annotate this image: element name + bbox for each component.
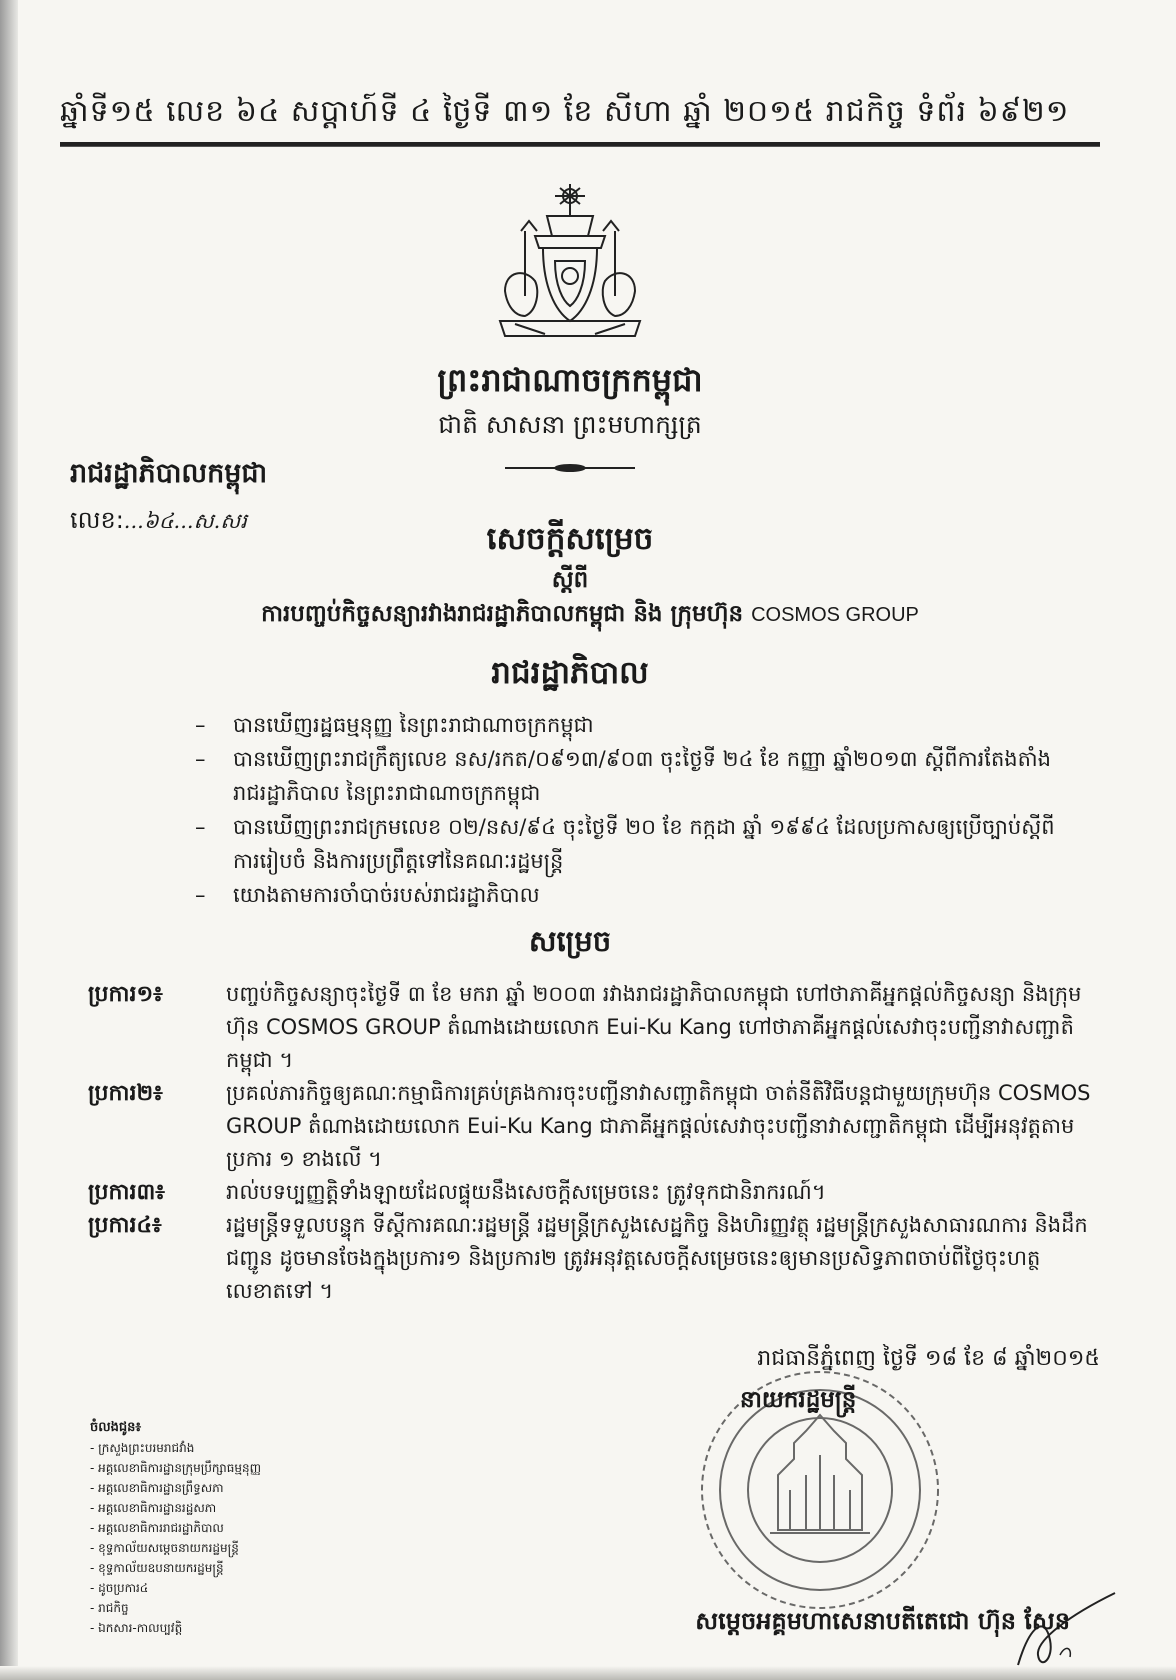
articles-list xyxy=(88,978,1098,1308)
place-and-date: រាជធានីភ្នំពេញ ថ្ងៃទី ១៨ ខែ ៨ ឆ្នាំ២០១៥ xyxy=(757,1346,1100,1371)
gazette-header: ឆ្នាំទី១៥ លេខ ៦៤ សប្តាហ៍ទី ៤ ថ្ងៃទី ៣១ ខែ សីហា ឆ្នាំ ២០១៥ រាជកិច្ច ទំព័រ ៦៩២១ xyxy=(60,94,1070,129)
document-title: សេចក្តីសម្រេច xyxy=(486,521,654,557)
scan-edge-shadow xyxy=(0,0,18,1680)
about-label: ស្តីពី xyxy=(551,567,589,593)
cc-item: - អគ្គលេខាធិការដ្ឋានក្រុមប្រឹក្សាធម្មនុញ្ញ xyxy=(90,1461,262,1475)
national-motto: ជាតិ សាសនា ព្រះមហាក្សត្រ xyxy=(438,410,702,439)
government-heading: រាជរដ្ឋាភិបាល xyxy=(491,655,649,691)
article-4 xyxy=(88,1209,1098,1308)
cc-title: ចំលងជូន៖ xyxy=(90,1420,142,1435)
preamble-item: – យោងតាមការចាំបាច់របស់រាជរដ្ឋាភិបាល xyxy=(195,883,540,907)
cc-item: - ឯកសារ-កាលប្បវត្តិ xyxy=(90,1621,183,1635)
decides-heading: សម្រេច xyxy=(528,924,612,958)
kingdom-title: ព្រះរាជាណាចក្រកម្ពុជា xyxy=(437,361,703,399)
cc-item: - អគ្គលេខាធិការដ្ឋានរដ្ឋសភា xyxy=(90,1501,217,1515)
article-text: បញ្ចប់កិច្ចសន្យាចុះថ្ងៃទី ៣ ខែ មករា ឆ្នាំ ២០០៣ រវាងរាជរដ្ឋាភិបាលកម្ពុជា ហៅថាភាគីអ្នកផ្តល់កិច្ចសន្យា និងក្រុមហ៊ុន COSMOS GROUP តំណាងដោយលោក Eui-Ku Kang ហៅថាភាគីអ្នកផ្តល់សេវាចុះបញ្ជីនាវាសញ្ជាតិកម្ពុជា ។ xyxy=(226,982,1082,1072)
preamble-item: – បានឃើញព្រះរាជក្រមលេខ ០២/នស/៩៤ ចុះថ្ងៃទី ២០ ខែ កក្កដា ឆ្នាំ ១៩៩៤ ដែលប្រកាសឲ្យប្រើច្បាប់ស្តីពីការរៀបចំ និងការប្រព្រឹត្តទៅនៃគណៈរដ្ឋមន្ត្រី xyxy=(195,815,1055,873)
cc-item: - រាជកិច្ច xyxy=(90,1601,129,1615)
ornament-divider-icon xyxy=(505,462,635,474)
article-text: រាល់បទប្បញ្ញត្តិទាំងឡាយដែលផ្ទុយនឹងសេចក្តីសម្រេចនេះ ត្រូវទុកជានិរាករណ៍។ xyxy=(226,1180,826,1204)
article-label: ប្រការ៤៖ xyxy=(88,1213,162,1238)
prime-minister-title: នាយករដ្ឋមន្ត្រី xyxy=(740,1387,857,1413)
article-text: រដ្ឋមន្ត្រីទទួលបន្ទុក ទីស្តីការគណៈរដ្ឋមន្ត្រី រដ្ឋមន្ត្រីក្រសួងសេដ្ឋកិច្ច និងហិរញ្ញវត្ថុ រដ្ឋមន្ត្រីក្រសួងសាធារណការ និងដឹកជញ្ជូន ដូចមានចែងក្នុងប្រការ១ និងប្រការ២ ត្រូវអនុវត្តសេចក្តីសម្រេចនេះឲ្យមានប្រសិទ្ធភាពចាប់ពីថ្ងៃចុះហត្ថលេខាតទៅ ។ xyxy=(226,1213,1088,1303)
issuer-label: រាជរដ្ឋាភិបាលកម្ពុជា xyxy=(70,458,268,489)
subject-khmer: ការបញ្ចប់កិច្ចសន្យារវាងរាជរដ្ឋាភិបាលកម្ពុជា និង ក្រុមហ៊ុន xyxy=(261,601,744,627)
signer-name: សម្តេចអគ្គមហាសេនាបតីតេជោ ហ៊ុន សែន xyxy=(695,1607,1070,1635)
preamble-item: – បានឃើញព្រះរាជក្រឹត្យលេខ នស/រកត/០៩១៣/៩០៣ ចុះថ្ងៃទី ២៤ ខែ កញ្ញា ឆ្នាំ២០១៣ ស្តីពីការតែងតាំងរាជរដ្ឋាភិបាល នៃព្រះរាជាណាចក្រកម្ពុជា xyxy=(195,747,1051,805)
document-number-value: ...៦៤...ស.សរ xyxy=(123,509,247,533)
preamble-list xyxy=(195,708,1075,912)
document-subject xyxy=(80,600,1100,633)
document-number-prefix: លេខ: xyxy=(70,506,124,534)
cc-item: - អគ្គលេខាធិការរាជរដ្ឋាភិបាល xyxy=(90,1521,224,1535)
scan-bottom-shadow xyxy=(0,1666,1176,1680)
article-3 xyxy=(88,1176,1098,1209)
cc-item: - ខុទ្ទកាល័យឧបនាយករដ្ឋមន្ត្រី xyxy=(90,1561,224,1575)
preamble-item: – បានឃើញរដ្ឋធម្មនុញ្ញ នៃព្រះរាជាណាចក្រកម្ពុជា xyxy=(195,713,594,737)
header-rule xyxy=(60,142,1100,147)
article-2 xyxy=(88,1077,1098,1176)
article-label: ប្រការ២៖ xyxy=(88,1081,163,1106)
cc-item: - ខុទ្ទកាល័យសម្តេចនាយករដ្ឋមន្ត្រី xyxy=(90,1541,239,1555)
article-label: ប្រការ១៖ xyxy=(88,982,163,1007)
cc-distribution-list xyxy=(90,1418,410,1638)
article-label: ប្រការ៣៖ xyxy=(88,1180,165,1205)
cc-item: - អគ្គលេខាធិការដ្ឋានព្រឹទ្ធសភា xyxy=(90,1481,224,1495)
cc-item: - ក្រសួងព្រះបរមរាជវាំង xyxy=(90,1441,195,1455)
royal-coat-of-arms-icon xyxy=(485,176,655,351)
article-text: ប្រគល់ភារកិច្ចឲ្យគណៈកម្មាធិការគ្រប់គ្រងការចុះបញ្ជីនាវាសញ្ជាតិកម្ពុជា ចាត់នីតិវិធីបន្តជាមួយក្រុមហ៊ុន COSMOS GROUP តំណាងដោយលោក Eui-Ku Kang ជាភាគីអ្នកផ្តល់សេវាចុះបញ្ជីនាវាសញ្ជាតិកម្ពុជា ដើម្បីអនុវត្តតាមប្រការ ១ ខាងលើ ។ xyxy=(226,1081,1091,1171)
subject-company: COSMOS GROUP xyxy=(751,604,919,626)
cc-item: - ដូចប្រការ៤ xyxy=(90,1581,149,1595)
document-number xyxy=(70,505,247,540)
article-1 xyxy=(88,978,1098,1077)
